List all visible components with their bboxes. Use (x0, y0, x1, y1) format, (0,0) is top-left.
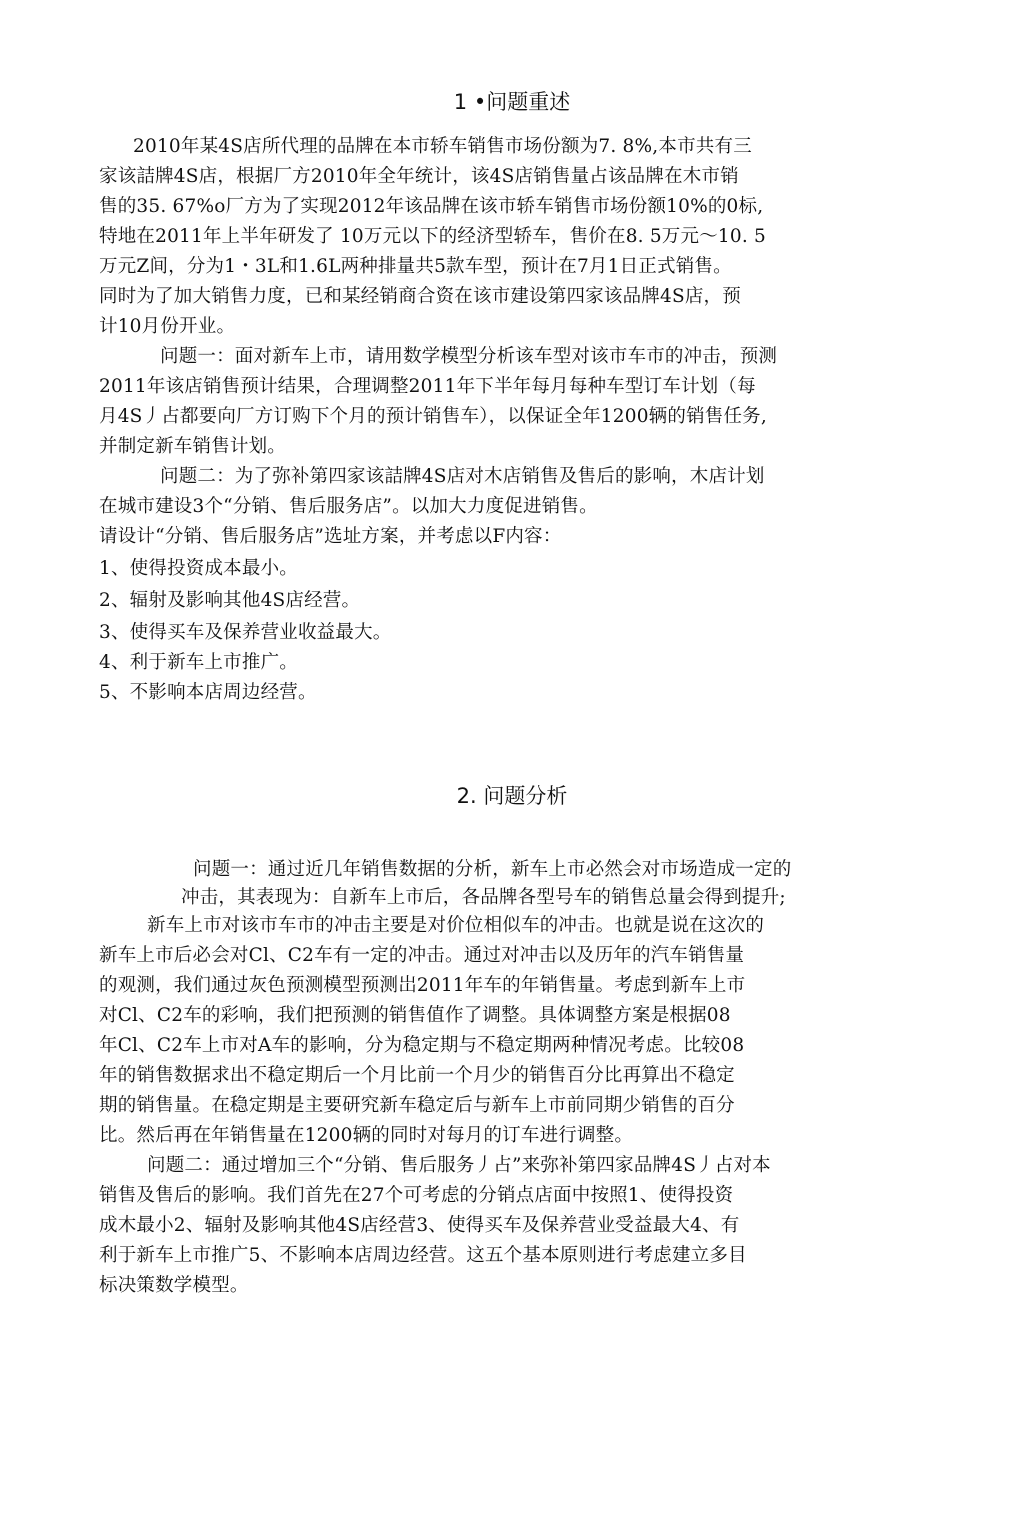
section-2-line: 冲击，其表现为：自新车上市后，各品牌各型号车的销售总量会得到提升; (181, 887, 786, 908)
section-1-line: 万元Z间，分为1・3L和1.6L两种排量共5款车型，预计在7月1日正式销售。 (99, 256, 732, 277)
section-1-line: 月4S丿占都要向厂方订购下个月的预计销售车），以保证全年1200辆的销售任务, (99, 406, 767, 427)
section-1-line: 请设计“分销、售后服务店”选址方案，并考虑以F内容： (99, 526, 562, 547)
section-2-heading: 2. 问题分析 (456, 784, 568, 808)
section-2-line: 对Cl、C2车的彩响，我们把预测的销售值作了调整。具体调整方案是根据08 (99, 1005, 731, 1026)
section-1-line: 问题一：面对新车上市，请用数学模型分析该车型对该市车市的冲击，预测 (160, 346, 778, 367)
section-2-line: 新车上市后必会对Cl、C2车有一定的冲击。通过对冲击以及历年的汽车销售量 (99, 945, 745, 966)
section-2-line: 期的销售量。在稳定期是主要研究新车稳定后与新车上市前同期少销售的百分 (99, 1095, 735, 1116)
section-1-line: 2010年某4S店所代理的品牌在本市轿车销售市场份额为7. 8%,本市共有三 (133, 136, 752, 157)
section-2-line: 成木最小2、辐射及影响其他4S店经营3、使得买车及保养营业受益最大4、有 (99, 1215, 740, 1236)
section-1-line: 计10月份开业。 (99, 316, 236, 337)
section-1-line: 售的35. 67%o厂方为了实现2012年该品牌在该市轿车销售市场份额10%的0标, (99, 196, 764, 217)
section-1-line: 在城市建设3个“分销、售后服务店”。以加大力度促进销售。 (99, 496, 598, 517)
section-1-heading: 1 •问题重述 (453, 90, 571, 114)
section-2-line: 比。然后再在年销售量在1200辆的同时对每月的订车进行调整。 (99, 1125, 634, 1146)
section-1-line: 特地在2011年上半年研发了 10万元以下的经济型轿车，售价在8. 5万元〜10. 5 (99, 226, 766, 247)
section-1-line: 并制定新车销售计划。 (99, 436, 287, 457)
section-2-line: 的观测，我们通过灰色预测模型预测岀2011年车的年销售量。考虑到新车上市 (99, 975, 746, 996)
section-1-list-item: 5、不影响本店周边经营。 (99, 682, 317, 703)
section-1-line: 问题二：为了弥补第四家该詰牌4S店对木店销售及售后的影响，木店计划 (160, 466, 765, 487)
section-1-list-item: 2、辐射及影响其他4S店经营。 (99, 590, 361, 611)
section-1-line: 同时为了加大销售力度，已和某经销商合资在该市建设第四家该品牌4S店，预 (99, 286, 741, 307)
section-1-line: 家该詰牌4S店，根据厂方2010年全年统计，该4S店销售量占该品牌在木市销 (99, 166, 739, 187)
section-2-line: 标决策数学模型。 (99, 1275, 249, 1296)
section-2-line: 年Cl、C2车上市对A车的影响，分为稳定期与不稳定期两种情况考虑。比较08 (99, 1035, 745, 1056)
section-2-line: 年的销售数据求出不稳定期后一个月比前一个月少的销售百分比再算出不稳定 (99, 1065, 735, 1086)
section-2-line: 销售及售后的影响。我们首先在27个可考虑的分销点店面中按照1、使得投资 (99, 1185, 734, 1206)
section-1-list-item: 1、使得投资成本最小。 (99, 558, 298, 579)
section-2-line: 问题一：通过近几年销售数据的分析，新车上市必然会对市场造成一定的 (193, 859, 792, 880)
section-1-line: 2011年该店销售预计结果，合理调整2011年下半年每月每种车型订车计划（每 (99, 376, 756, 397)
section-2-line: 利于新车上市推广5、不影响本店周边经营。这五个基本原则进行考虑建立多目 (99, 1245, 747, 1266)
section-1-list-item: 4、利于新车上市推广。 (99, 652, 298, 673)
section-1-list-item: 3、使得买车及保养营业收益最大。 (99, 622, 392, 643)
section-2-line: 问题二：通过增加三个“分销、售后服务丿占”来弥补第四家品牌4S丿占对本 (147, 1155, 771, 1176)
section-2-line: 新车上市对该市车市的冲击主要是对价位相似车的冲击。也就是说在这次的 (147, 915, 765, 936)
